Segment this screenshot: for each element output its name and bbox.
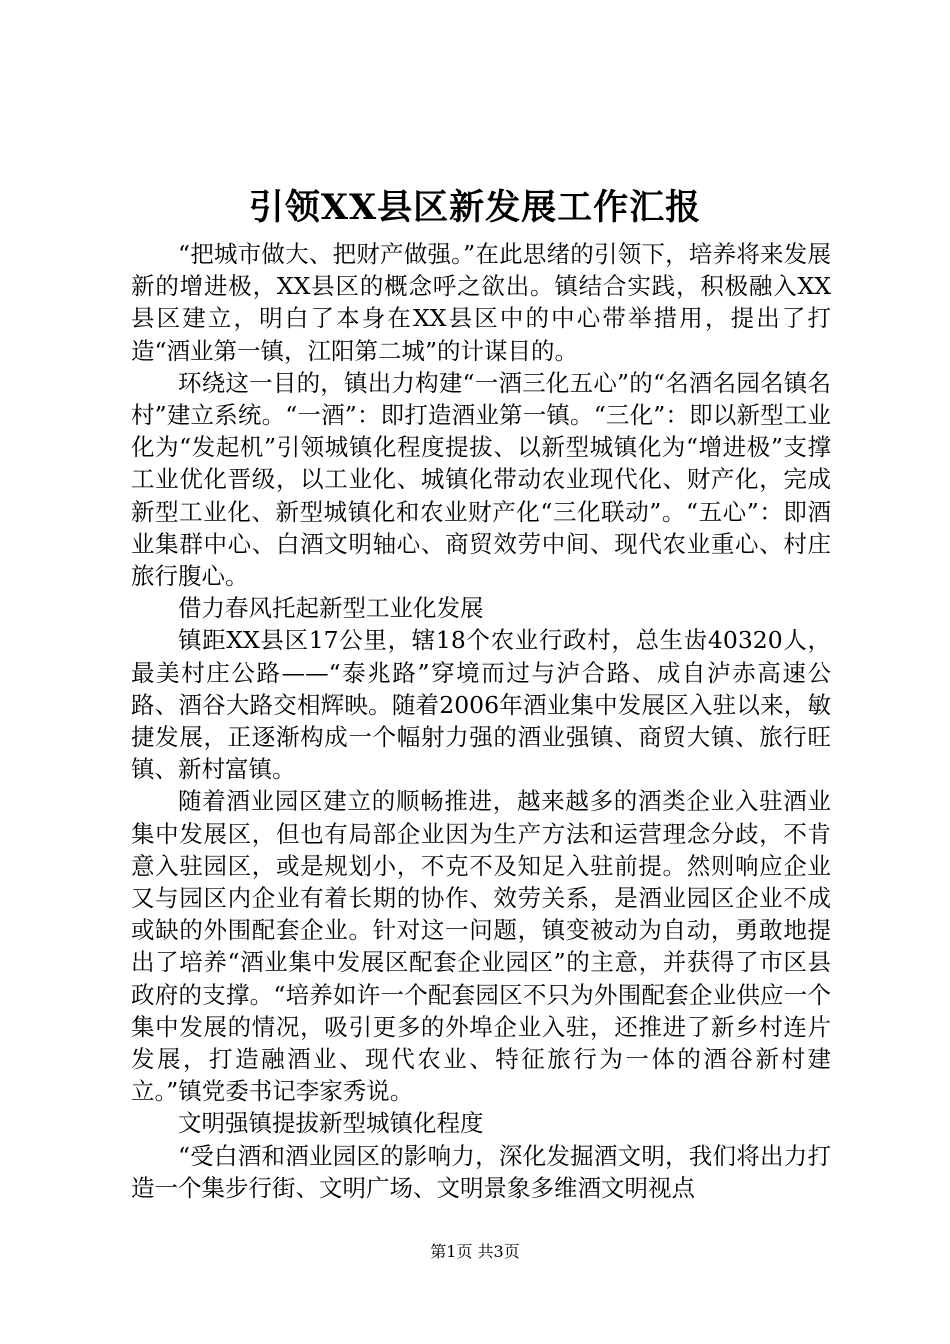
section-heading-urbanization: 文明强镇提拔新型城镇化程度 bbox=[178, 1109, 484, 1138]
document-title: 引领XX县区新发展工作汇报 bbox=[248, 187, 702, 228]
paragraph-intro: “把城市做大、把财产做强。”在此思绪的引领下，培养将来发展新的增进极，XX县区的概念呼之欲出。镇结合实践，积极融入XX县区建立，明白了本身在XX县区中的中心带举措用，提出了打造“酒业第一镇，江阳第二城”的计谋目的。 bbox=[131, 240, 831, 365]
paragraph-liquor-culture: “受白酒和酒业园区的影响力，深化发掘酒文明，我们将出力打造一个集步行街、文明广场、文明景象多维酒文明视点 bbox=[131, 1141, 831, 1202]
section-heading-industrialization: 借力春风托起新型工业化发展 bbox=[178, 594, 484, 623]
paragraph-goal: 环绕这一目的，镇出力构建“一酒三化五心”的“名酒名园名镇名村”建立系统。“一酒”：即打造酒业第一镇。“三化”：即以新型工业化为“发起机”引领城镇化程度提拔、以新型城镇化为“增进极”支撑工业优化晋级，以工业化、城镇化带动农业现代化、财产化，完成新型工业化、新型城镇化和农业财产化“三化联动”。“五心”：即酒业集群中心、白酒文明轴心、商贸效劳中间、现代农业重心、村庄旅行腹心。 bbox=[131, 368, 831, 591]
document-body bbox=[131, 238, 831, 1204]
page-footer: 第1页 共3页 bbox=[430, 1242, 520, 1261]
paragraph-industrial-park: 随着酒业园区建立的顺畅推进，越来越多的酒类企业入驻酒业集中发展区，但也有局部企业因为生产方法和运营理念分歧，不肯意入驻园区，或是规划小，不克不及知足入驻前提。然则响应企业又与园区内企业有着长期的协作、效劳关系，是酒业园区企业不成或缺的外围配套企业。针对这一问题，镇变被动为自动，勇敢地提出了培养“酒业集中发展区配套企业园区”的主意，并获得了市区县政府的支撑。“培养如许一个配套园区不只为外围配套企业供应一个集中发展的情况，吸引更多的外埠企业入驻，还推进了新乡村连片发展，打造融酒业、现代农业、特征旅行为一体的酒谷新村建立。”镇党委书记李家秀说。 bbox=[131, 787, 831, 1106]
paragraph-town-overview: 镇距XX县区17公里，辖18个农业行政村，总生齿40320人，最美村庄公路——“泰兆路”穿境而过与泸合路、成自泸赤高速公路、酒谷大路交相辉映。随着2006年酒业集中发展区入驻以来，敏捷发展，正逐渐构成一个幅射力强的酒业强镇、商贸大镇、旅行旺镇、新村富镇。 bbox=[131, 626, 831, 784]
